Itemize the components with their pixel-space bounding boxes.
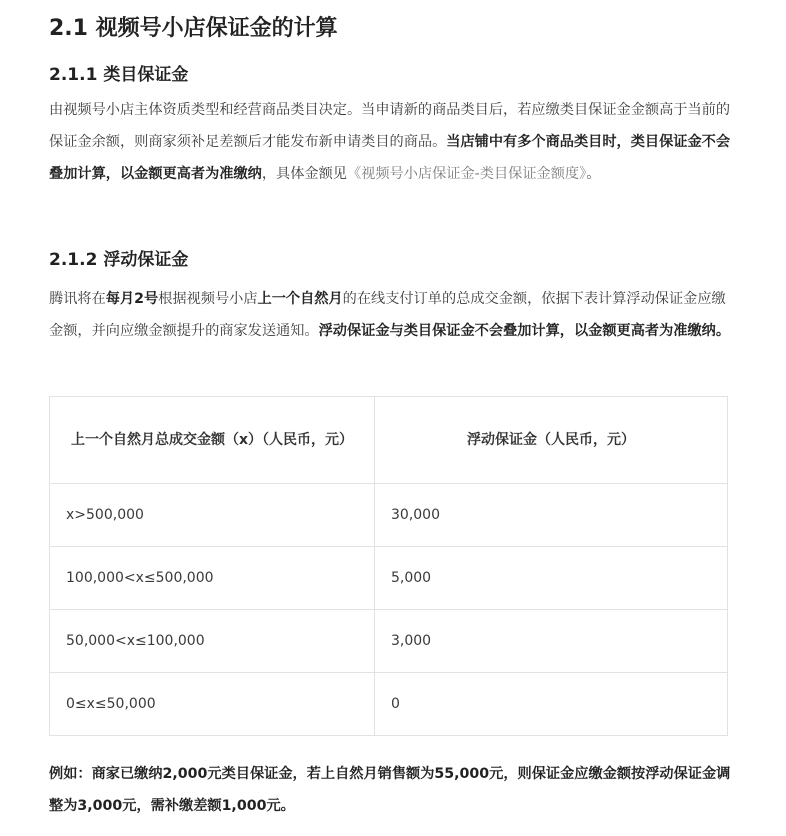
text-span: ，具体金额见 bbox=[261, 166, 347, 182]
text-span: 的在线支付订单的总成交金额，依据下表计算浮动保证金应缴金额，并向应缴金额提升的商家发送通知。 bbox=[49, 291, 726, 339]
table-cell: 50,000<x≤100,000 bbox=[50, 610, 375, 673]
example-note: 例如：商家已缴纳2,000元类目保证金，若上自然月销售额为55,000元，则保证金应缴金额按浮动保证金调整为3,000元，需补缴差额1,000元。 bbox=[49, 766, 731, 814]
table-header-row bbox=[50, 397, 728, 484]
text-span: 。 bbox=[586, 166, 601, 182]
table-cell: 0≤x≤50,000 bbox=[50, 673, 375, 736]
floating-deposit-table bbox=[49, 396, 728, 736]
table-row bbox=[50, 610, 728, 673]
table-cell: 100,000<x≤500,000 bbox=[50, 547, 375, 610]
table-header-cell: 上一个自然月总成交金额（x）（人民币，元） bbox=[50, 397, 375, 484]
category-deposit-paragraph bbox=[49, 94, 739, 190]
table-cell: x>500,000 bbox=[50, 484, 375, 547]
table-cell: 30,000 bbox=[375, 484, 728, 547]
text-span: 由视频号小店主体资质类型和经营商品类目决定。当申请新的商品类目后，若应缴类目保证金金额高于当前的保证金余额，则商家须补足差额后才能发布新申请类目的商品。 bbox=[49, 102, 731, 150]
page-title: 2.1 视频号小店保证金的计算 bbox=[49, 16, 338, 41]
bold-span: 当店铺中有多个商品类目时，类目保证金不会叠加计算，以金额更高者为准缴纳 bbox=[49, 134, 731, 182]
table-cell: 5,000 bbox=[375, 547, 728, 610]
floating-deposit-paragraph bbox=[49, 283, 739, 347]
deposit-amount-link[interactable]: 《视频号小店保证金-类目保证金额度》 bbox=[346, 166, 587, 182]
bold-span: 浮动保证金与类目保证金不会叠加计算，以金额更高者为准缴纳。 bbox=[318, 323, 731, 339]
bold-span: 每月2号 bbox=[105, 291, 159, 307]
section-heading-category-deposit: 2.1.1 类目保证金 bbox=[49, 65, 189, 85]
text-span: 腾讯将在 bbox=[49, 291, 106, 307]
table-header-cell: 浮动保证金（人民币，元） bbox=[375, 397, 728, 484]
table-row bbox=[50, 673, 728, 736]
table-cell: 3,000 bbox=[375, 610, 728, 673]
section-heading-floating-deposit: 2.1.2 浮动保证金 bbox=[49, 250, 189, 270]
text-span: 根据视频号小店 bbox=[158, 291, 258, 307]
table-row bbox=[50, 547, 728, 610]
table-row bbox=[50, 484, 728, 547]
bold-span: 上一个自然月 bbox=[257, 291, 343, 307]
table-cell: 0 bbox=[375, 673, 728, 736]
